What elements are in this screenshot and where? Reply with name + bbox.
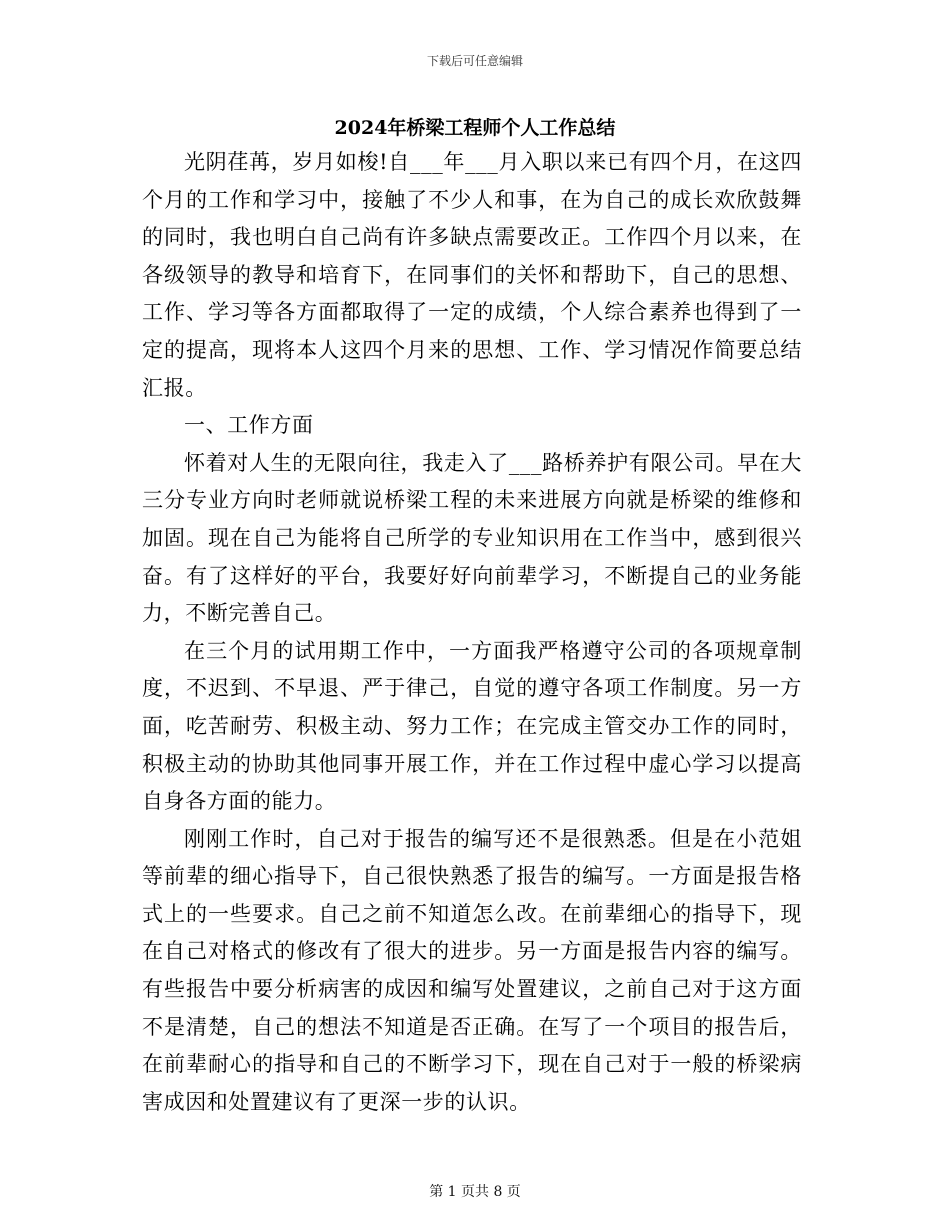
section-heading-work: 一、工作方面 — [184, 413, 314, 438]
paragraph-probation: 在三个月的试用期工作中，一方面我严格遵守公司的各项规章制度，不迟到、不早退、严于律己，自觉的遵守各项工作制度。另一方面，吃苦耐劳、积极主动、努力工作；在完成主管交办工作的同时，积极主动的协助其他同事开展工作，并在工作过程中虚心学习以提高自身各方面的能力。 — [142, 638, 802, 814]
page-number-footer: 第 1 页共 8 页 — [429, 1184, 521, 1200]
document-title: 2024年桥梁工程师个人工作总结 — [334, 117, 616, 139]
page-header-note: 下载后可任意编辑 — [426, 54, 523, 68]
document-body — [142, 144, 802, 1121]
paragraph-report-writing: 刚刚工作时，自己对于报告的编写还不是很熟悉。但是在小范姐等前辈的细心指导下，自己很快熟悉了报告的编写。一方面是报告格式上的一些要求。自己之前不知道怎么改。在前辈细心的指导下，现在自己对格式的修改有了很大的进步。另一方面是报告内容的编写。有些报告中要分析病害的成因和编写处置建议，之前自己对于这方面不是清楚，自己的想法不知道是否正确。在写了一个项目的报告后，在前辈耐心的指导和自己的不断学习下，现在自己对于一般的桥梁病害成因和处置建议有了更深一步的认识。 — [142, 826, 802, 1114]
paragraph-intro: 光阴荏苒，岁月如梭!自___年___月入职以来已有四个月，在这四个月的工作和学习中，接触了不少人和事，在为自己的成长欢欣鼓舞的同时，我也明白自己尚有许多缺点需要改正。工作四个月以来，在各级领导的教导和培育下，在同事们的关怀和帮助下，自己的思想、工作、学习等各方面都取得了一定的成绩，个人综合素养也得到了一定的提高，现将本人这四个月来的思想、工作、学习情况作简要总结汇报。 — [142, 150, 802, 400]
paragraph-joining-company: 怀着对人生的无限向往，我走入了___路桥养护有限公司。早在大三分专业方向时老师就说桥梁工程的未来进展方向就是桥梁的维修和加固。现在自己为能将自己所学的专业知识用在工作当中，感到很兴奋。有了这样好的平台，我要好好向前辈学习，不断提自己的业务能力，不断完善自己。 — [142, 450, 802, 626]
